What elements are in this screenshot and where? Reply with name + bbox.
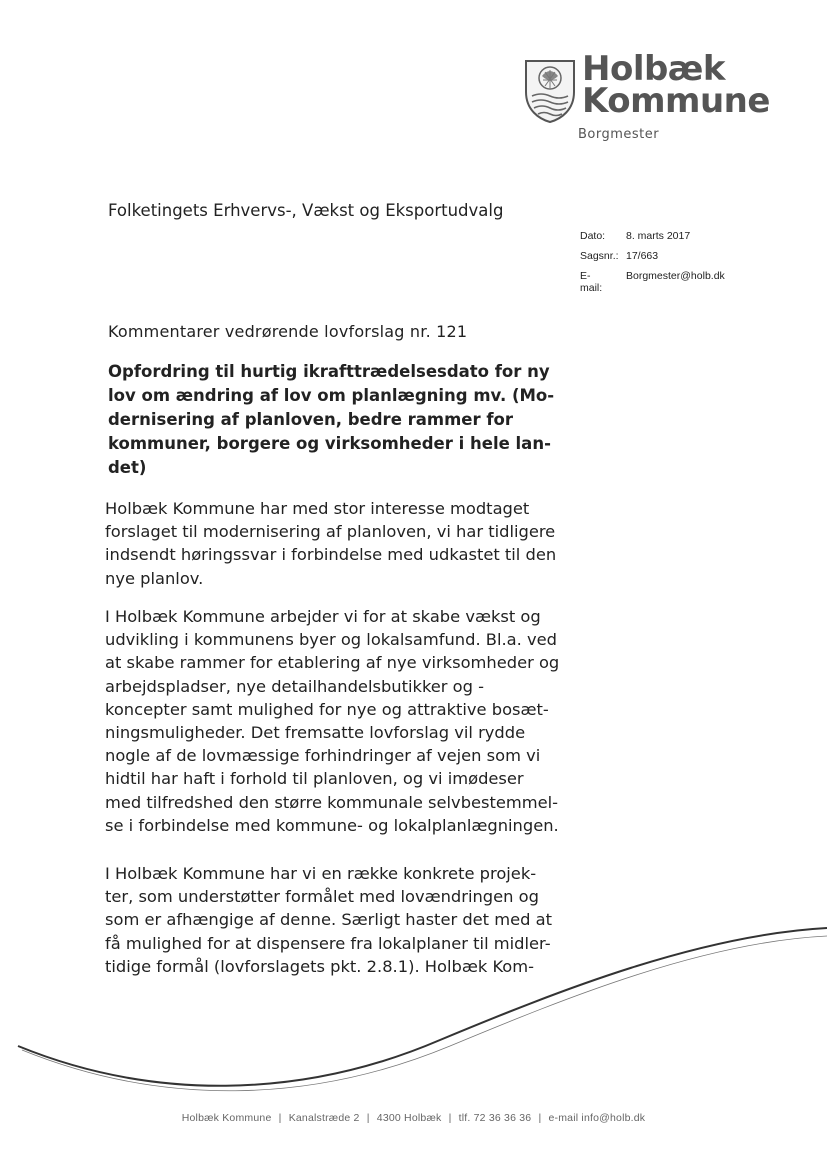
text-line: koncepter samt mulighed for nye og attraktive bosæt- [105,699,549,719]
text-line: nye planlov. [105,568,204,588]
text-line: forslaget til modernisering af planloven, vi har tidligere [105,522,556,542]
logo-wordmark-line1: Holbæk [582,49,726,89]
meta-value: Borgmester@holb.dk [626,270,725,282]
logo-subtitle: Borgmester [578,127,660,142]
footer-address: Kanalstræde 2 [288,1112,360,1124]
text-line: I Holbæk Kommune arbejder vi for at skabe vækst og [105,607,541,626]
body-paragraph-3 [105,862,605,978]
headline-line: dernisering af planloven, bedre rammer for [108,410,514,429]
footer-separator: | [278,1112,282,1124]
text-line: at skabe rammer for etablering af nye virksomheder og [105,653,560,673]
text-line: se i forbindelse med kommune- og lokalplanlægningen. [105,815,559,835]
text-line: som er afhængige af denne. Særligt haster det med at [105,910,552,930]
text-line: indsendt høringssvar i forbindelse med udkastet til den [105,545,557,565]
text-line: nogle af de lovmæssige forhindringer af vejen som vi [105,746,541,766]
headline-line: kommuner, borgere og virksomheder i hele lan- [108,434,551,453]
coat-of-arms-icon [523,58,577,124]
meta-label: Sagsnr.: [580,250,619,262]
recipient: Folketingets Erhvervs-, Vækst og Eksportudvalg [108,201,504,220]
text-line: få mulighed for at dispensere fra lokalplaner til midler- [105,933,551,953]
text-line: ningsmuligheder. Det fremsatte lovforslag vil rydde [105,723,526,743]
text-line: ter, som understøtter formålet med lovændringen og [105,887,539,907]
text-line: Holbæk Kommune har med stor interesse modtaget [105,499,530,518]
text-line: I Holbæk Kommune har vi en række konkrete projek- [105,864,537,883]
text-line: tidige formål (lovforslagets pkt. 2.8.1). Holbæk Kom- [105,956,535,976]
meta-label: E-mail: [580,270,603,294]
meta-value: 8. marts 2017 [626,230,691,242]
meta-label: Dato: [580,230,606,242]
text-line: hidtil har haft i forhold til planloven, og vi imødeser [105,769,524,789]
body-paragraph-1 [105,497,605,590]
body-paragraph-2 [105,605,605,837]
footer-email: e-mail info@holb.dk [548,1112,646,1124]
logo-wordmark-line2: Kommune [582,81,770,121]
footer-separator: | [366,1112,370,1124]
footer-phone: tlf. 72 36 36 36 [458,1112,532,1124]
headline-line: lov om ændring af lov om planlægning mv. (Mo- [108,386,555,405]
text-line: udvikling i kommunens byer og lokalsamfund. Bl.a. ved [105,630,557,650]
footer [0,1112,827,1124]
headline-line: det) [108,458,147,477]
headline [108,360,578,480]
meta-value: 17/663 [626,250,659,262]
footer-org: Holbæk Kommune [181,1112,272,1124]
footer-separator: | [538,1112,542,1124]
footer-separator: | [448,1112,452,1124]
headline-line: Opfordring til hurtig ikrafttrædelsesdato for ny [108,362,550,381]
subject-line: Kommentarer vedrørende lovforslag nr. 121 [108,322,468,341]
text-line: arbejdspladser, nye detailhandelsbutikker og - [105,676,485,696]
footer-postal: 4300 Holbæk [376,1112,442,1124]
text-line: med tilfredshed den større kommunale selvbestemmel- [105,792,559,812]
